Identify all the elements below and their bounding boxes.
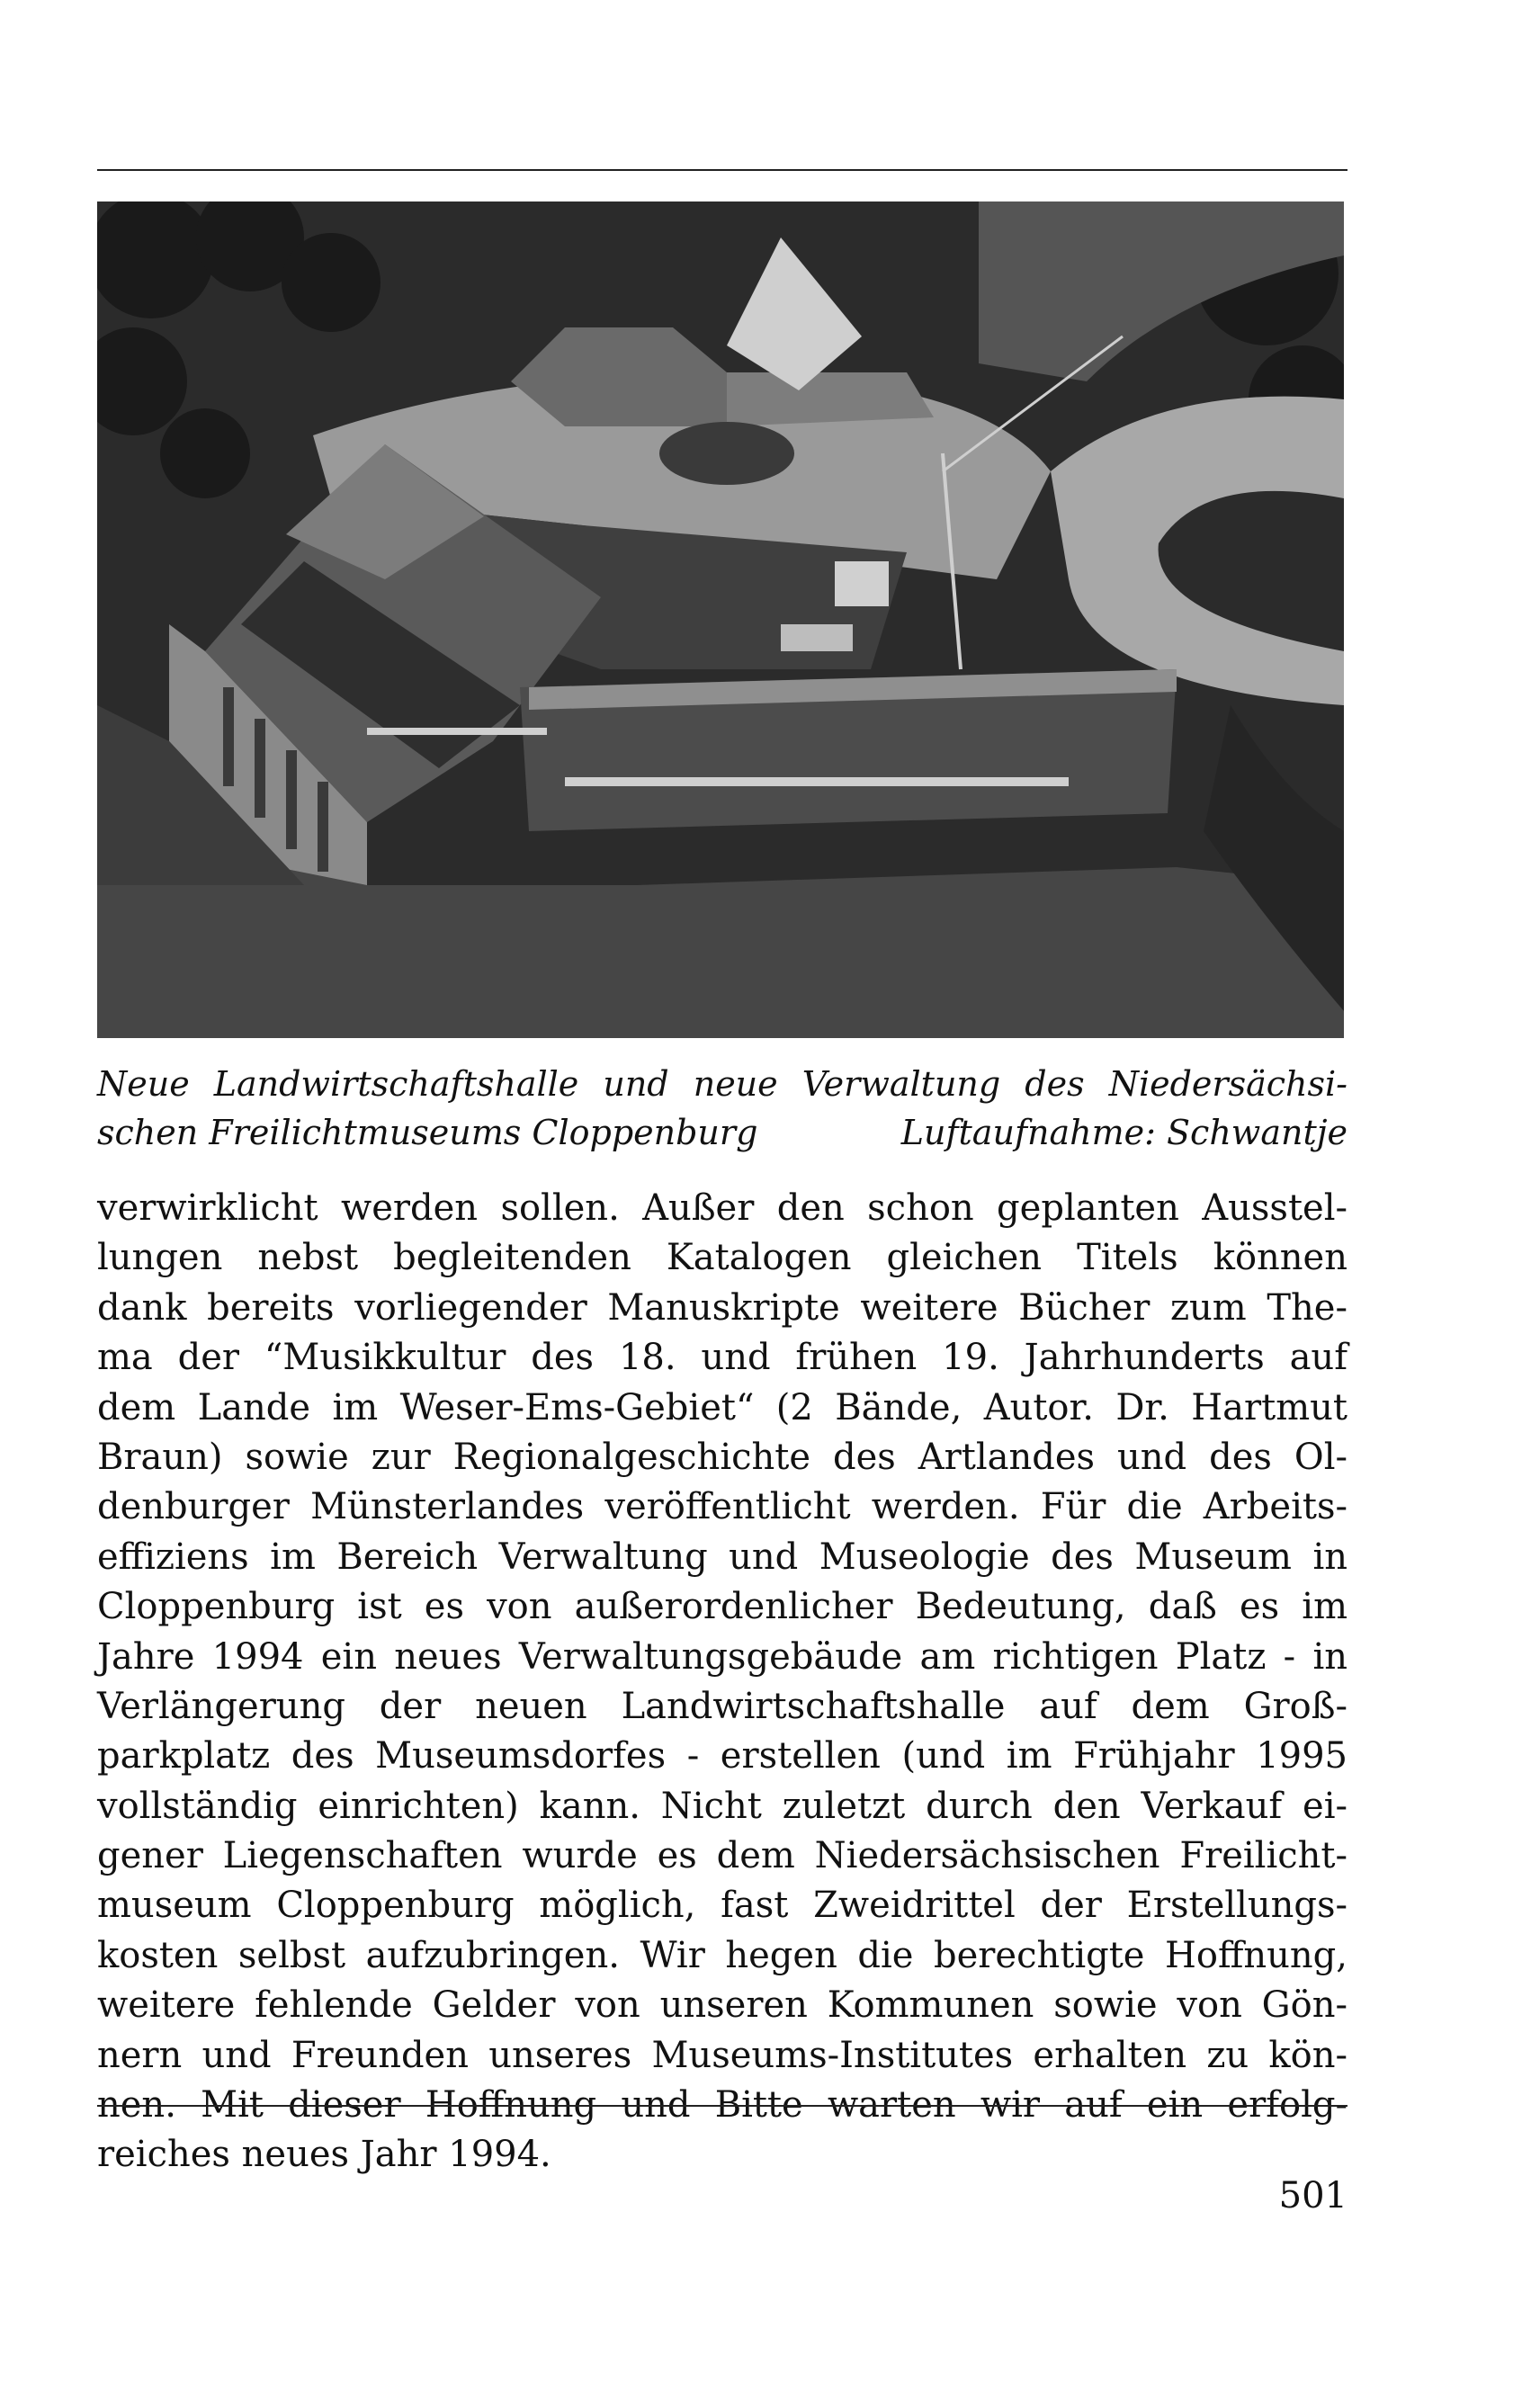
caption-line: Neue Landwirtschaftshalle und neue Verwaltung des Niedersächsi- bbox=[97, 1064, 1348, 1104]
text-line: denburger Münsterlandes veröffentlicht werden. Für die Arbeits- bbox=[97, 1486, 1348, 1528]
text-line: verwirklicht werden sollen. Außer den schon geplanten Ausstel- bbox=[97, 1187, 1348, 1229]
text-line: museum Cloppenburg möglich, fast Zweidrittel der Erstellungs- bbox=[97, 1885, 1348, 1927]
aerial-photo bbox=[97, 201, 1344, 1038]
photo-caption bbox=[97, 1060, 1348, 1157]
photo-credit: Luftaufnahme: Schwantje bbox=[900, 1113, 1348, 1152]
text-line: reiches neues Jahr 1994. bbox=[97, 2134, 551, 2176]
text-line: dem Lande im Weser-Ems-Gebiet“ (2 Bände, Autor. Dr. Hartmut bbox=[97, 1386, 1348, 1428]
text-line: ma der “Musikkultur des 18. und frühen 19. Jahrhunderts auf bbox=[97, 1337, 1348, 1379]
text-line: dank bereits vorliegender Manuskripte weitere Bücher zum The- bbox=[97, 1286, 1348, 1329]
text-line: effiziens im Bereich Verwaltung und Museologie des Museum in bbox=[97, 1536, 1348, 1578]
top-rule bbox=[97, 169, 1348, 171]
text-line: Cloppenburg ist es von außerordenlicher Bedeutung, daß es im bbox=[97, 1586, 1348, 1628]
text-line: vollständig einrichten) kann. Nicht zuletzt durch den Verkauf ei- bbox=[97, 1785, 1348, 1827]
text-line: Jahre 1994 ein neues Verwaltungsgebäude am richtigen Platz - in bbox=[97, 1635, 1348, 1678]
page-number: 501 bbox=[1278, 2175, 1348, 2216]
body-paragraph bbox=[97, 1184, 1348, 2181]
text-line: Verlängerung der neuen Landwirtschaftshalle auf dem Groß- bbox=[97, 1685, 1348, 1727]
text-line: weitere fehlende Gelder von unseren Kommunen sowie von Gön- bbox=[97, 1984, 1348, 2027]
text-line: gener Liegenschaften wurde es dem Niedersächsischen Freilicht- bbox=[97, 1835, 1348, 1877]
text-line: kosten selbst aufzubringen. Wir hegen die berechtigte Hoffnung, bbox=[97, 1934, 1348, 1976]
text-line: nern und Freunden unseres Museums-Institutes erhalten zu kön- bbox=[97, 2034, 1348, 2076]
bottom-rule bbox=[97, 2105, 1348, 2107]
caption-line-with-credit bbox=[97, 1108, 1348, 1157]
text-line: parkplatz des Museumsdorfes - erstellen (und im Frühjahr 1995 bbox=[97, 1735, 1348, 1778]
text-line: Braun) sowie zur Regionalgeschichte des Artlandes und des Ol- bbox=[97, 1436, 1348, 1478]
caption-line: schen Freilichtmuseums Cloppenburg bbox=[97, 1113, 758, 1152]
text-line: lungen nebst begleitenden Katalogen gleichen Titels können bbox=[97, 1237, 1348, 1279]
text-line: nen. Mit dieser Hoffnung und Bitte warten wir auf ein erfolg- bbox=[97, 2084, 1348, 2127]
